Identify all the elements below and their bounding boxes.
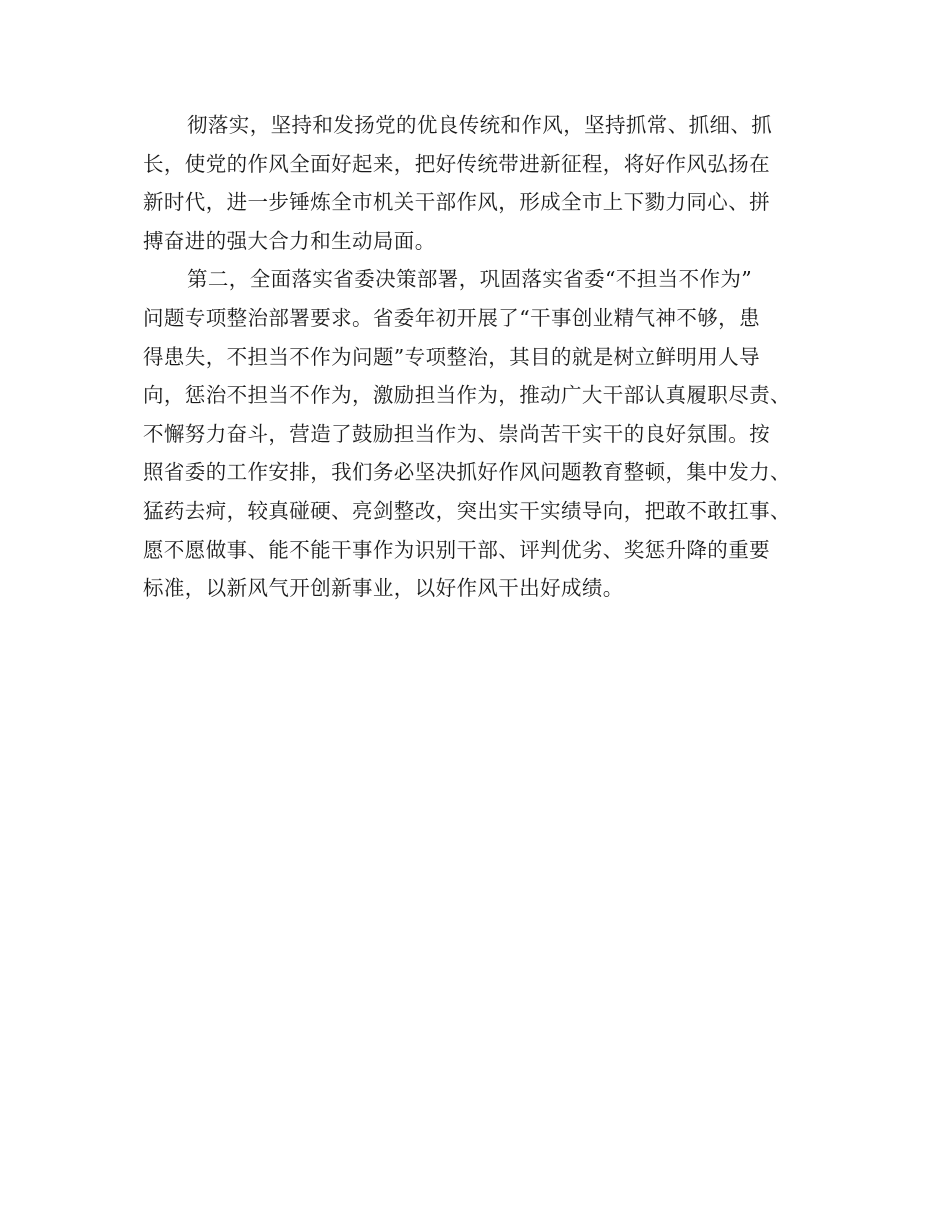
text-line: 不懈努力奋斗，营造了鼓励担当作为、崇尚苦干实干的良好氛围。按 [143, 421, 770, 446]
text-line: 搏奋进的强大合力和生动局面。 [143, 228, 436, 253]
text-line: 长，使党的作风全面好起来，把好传统带进新征程，将好作风弘扬在 [143, 151, 770, 176]
text-line: 向，惩治不担当不作为，激励担当作为，推动广大干部认真履职尽责、 [143, 383, 791, 408]
paragraph-2 [143, 260, 807, 607]
text-line: 愿不愿做事、能不能干事作为识别干部、评判优劣、奖惩升降的重要 [143, 537, 770, 562]
text-line: 照省委的工作安排，我们务必坚决抓好作风问题教育整顿，集中发力、 [143, 460, 791, 485]
text-line: 彻落实，坚持和发扬党的优良传统和作风，坚持抓常、抓细、抓 [187, 113, 773, 137]
text-line: 标准，以新风气开创新事业，以好作风干出好成绩。 [143, 576, 624, 601]
text-line: 第二，全面落实省委决策部署，巩固落实省委“不担当不作为” [187, 267, 753, 292]
text-line: 猛药去疴，较真碰硬、亮剑整改，突出实干实绩导向，把敢不敢扛事、 [143, 498, 791, 523]
document-body [143, 106, 807, 608]
text-line: 得患失，不担当不作为问题”专项整治，其目的就是树立鲜明用人导 [143, 344, 760, 369]
text-line: 问题专项整治部署要求。省委年初开展了“干事创业精气神不够，患 [143, 305, 760, 330]
text-line: 新时代，进一步锤炼全市机关干部作风，形成全市上下勠力同心、拼 [143, 190, 770, 215]
paragraph-1 [143, 106, 807, 260]
